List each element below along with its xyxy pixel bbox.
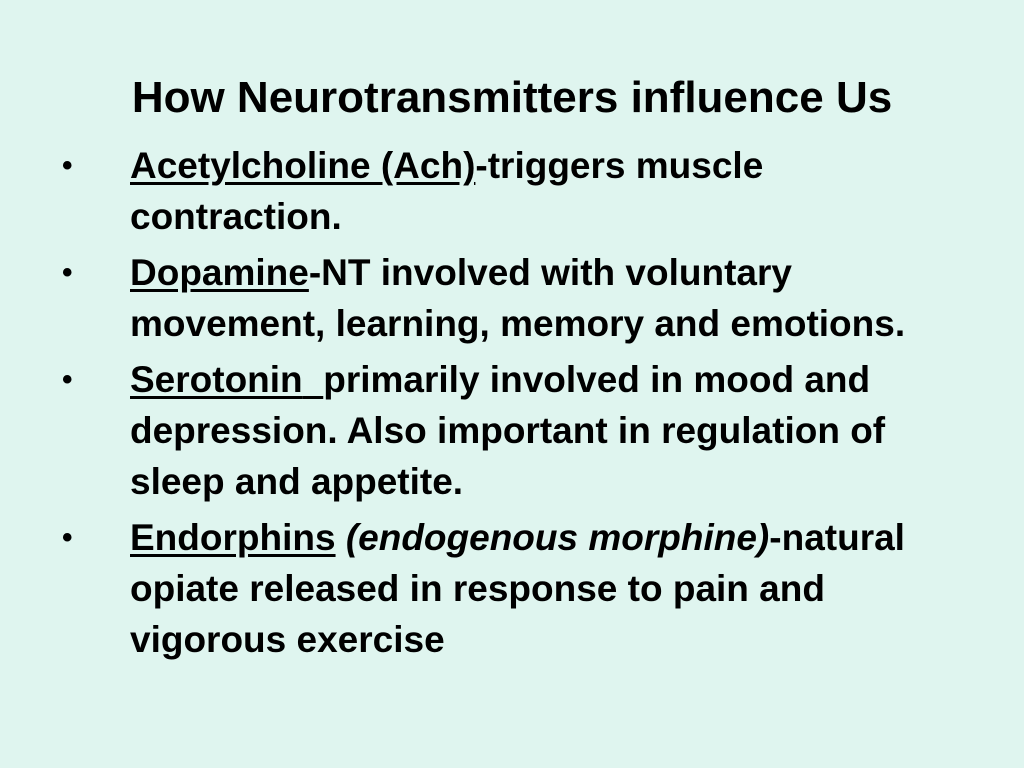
bullet-item-dopamine <box>0 247 1024 349</box>
term-note-endorphins: (endogenous morphine) <box>345 517 770 558</box>
term-dopamine: Dopamine <box>130 252 309 293</box>
bullet-icon: • <box>62 149 73 182</box>
bullet-item-serotonin <box>0 354 1024 507</box>
description-acetylcholine: -triggers muscle contraction. <box>130 145 764 237</box>
slide-title: How Neurotransmitters influence Us <box>131 73 893 122</box>
bullet-icon: • <box>62 256 73 289</box>
description-dopamine: -NT involved with voluntary movement, learning, memory and emotions. <box>130 252 906 344</box>
description-endorphins: -natural opiate released in response to pain and vigorous exercise <box>130 517 905 660</box>
bullet-item-endorphins <box>0 512 1024 665</box>
bullet-list <box>0 140 1024 670</box>
bullet-item-acetylcholine <box>0 140 1024 242</box>
term-acetylcholine: Acetylcholine (Ach) <box>130 145 476 186</box>
bullet-icon: • <box>62 363 73 396</box>
description-serotonin: primarily involved in mood and depression. Also important in regulation of sleep and appetite. <box>130 359 886 502</box>
term-endorphins: Endorphins <box>130 517 336 558</box>
bullet-icon: • <box>62 521 73 554</box>
term-serotonin: Serotonin <box>130 359 303 400</box>
